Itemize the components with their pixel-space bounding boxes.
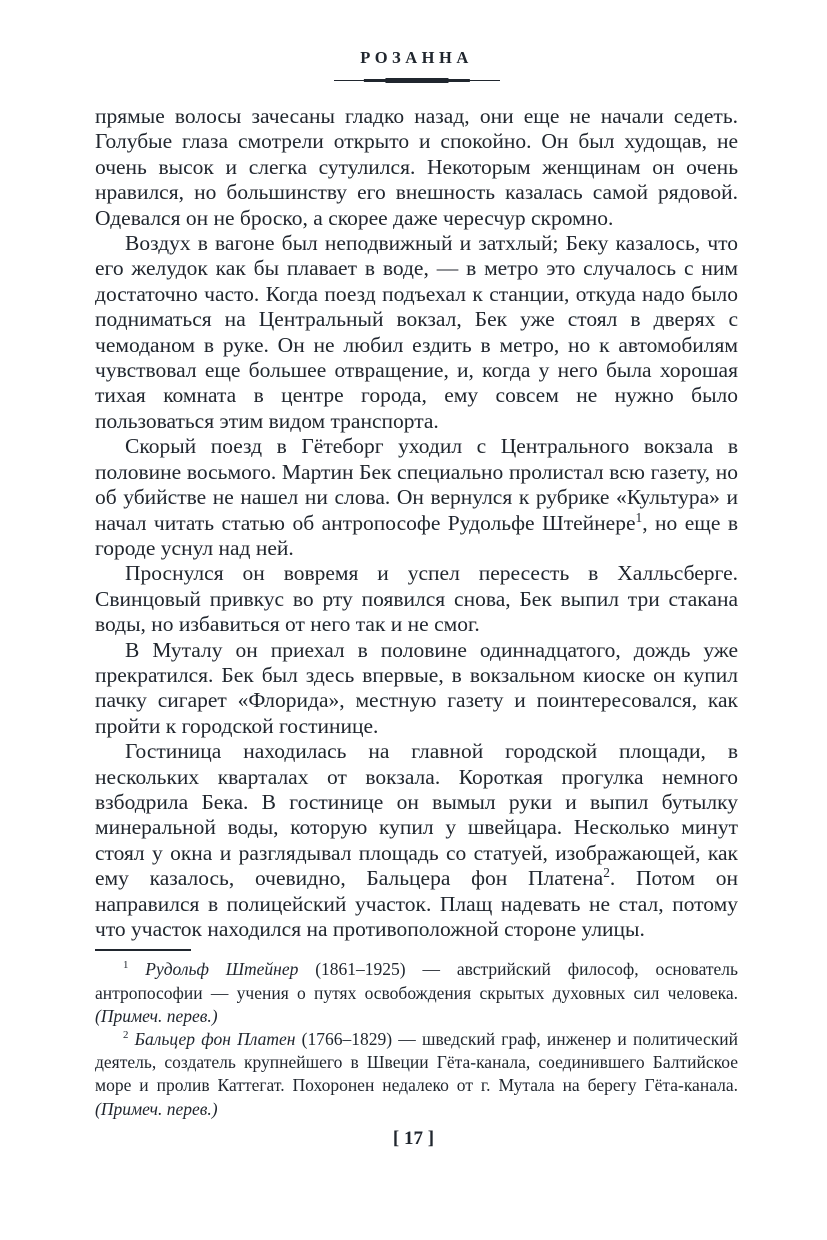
header-divider xyxy=(334,78,500,83)
footnote: $^2$ Бальцер фон Платен (1766–1829) — шведский граф, инженер и политический деятель, создатель крупнейшего в Швеции Гёта-канала, соединившего Балтийское море и пролив Каттегат. Похоронен недалеко от г. Мутала на берегу Гёта-канала. (Примеч. перев.) xyxy=(95,1029,738,1119)
paragraph: В Муталу он приехал в половине одиннадцатого, дождь уже прекратился. Бек был здесь впервые, в вокзальном киоске он купил пачку сигарет «Флорида», местную газету и поинтересовался, как пройти к городской гостинице. xyxy=(95,637,738,738)
footnotes xyxy=(95,949,738,1120)
body-text xyxy=(95,104,738,942)
paragraph: Проснулся он вовремя и успел пересесть в Халльсберге. Свинцовый привкус во рту появился снова, Бек выпил три стакана воды, но избавиться от него так и не смог. xyxy=(95,561,738,637)
footnote-list xyxy=(95,958,738,1120)
paragraph: Скорый поезд в Гётеборг уходил с Центрального вокзала в половине восьмого. Мартин Бек специально пролистал всю газету, но об убийстве не нашел ни слова. Он вернулся к рубрике «Культура» и начал читать статью об антропософе Рудольфе Штейнере$^1$, но еще в городе уснул над ней. xyxy=(95,434,738,560)
paragraph: Гостиница находилась на главной городской площади, в нескольких кварталах от вокзала. Короткая прогулка немного взбодрила Бека. В гостинице он вымыл руки и выпил бутылку минеральной воды, которую купил у швейцара. Несколько минут стоял у окна и разглядывал площадь со статуей, изображающей, как ему казалось, очевидно, Бальцера фон Платена$^2$. Потом он направился в полицейский участок. Плащ надевать не стал, потому что участок находился на противоположной стороне улицы. xyxy=(95,739,738,941)
footnote-ref: 2 xyxy=(123,1029,129,1042)
paragraph: Воздух в вагоне был неподвижный и затхлый; Беку казалось, что его желудок как бы плавает в воде, — в метро это случалось с ним достаточно часто. Когда поезд подъехал к станции, откуда надо было подниматься на Центральный вокзал, Бек уже стоял в дверях с чемоданом в руке. Он не любил ездить в метро, но к автомобилям чувствовал еще большее отвращение, и, когда у него была хорошая тихая комната в центре города, ему совсем не нужно было пользоваться этим видом транспорта. xyxy=(95,231,738,433)
running-head xyxy=(95,48,738,83)
footnote-ref: 2 xyxy=(603,865,610,881)
italic-text: (Примеч. перев.) xyxy=(95,1098,218,1119)
footnote-ref: 1 xyxy=(635,509,643,525)
italic-text: Рудольф Штейнер xyxy=(145,959,299,980)
italic-text: Бальцер фон Платен xyxy=(134,1029,296,1050)
italic-text: (Примеч. перев.) xyxy=(95,1005,218,1026)
footnote-ref: 1 xyxy=(123,959,129,972)
divider-thick-line xyxy=(385,78,448,83)
footnote-separator xyxy=(95,949,191,951)
footnote: $^1$ Рудольф Штейнер (1861–1925) — австрийский философ, основатель антропософии — учения о путях освобождения скрытых духовных сил человека. (Примеч. перев.) xyxy=(95,959,739,1026)
page-number-area xyxy=(0,1128,827,1150)
page-title: РОЗАННА xyxy=(360,48,473,67)
text-column xyxy=(95,48,738,1121)
paragraph: прямые волосы зачесаны гладко назад, они еще не начали седеть. Голубые глаза смотрели открыто и спокойно. Он был худощав, не очень высок и слегка сутулился. Некоторым женщинам он очень нравился, но большинству его внешность казалась самой рядовой. Одевался он не броско, а скорее даже чересчур скромно. xyxy=(95,104,738,230)
page-number: [ 17 ] xyxy=(392,1128,435,1149)
